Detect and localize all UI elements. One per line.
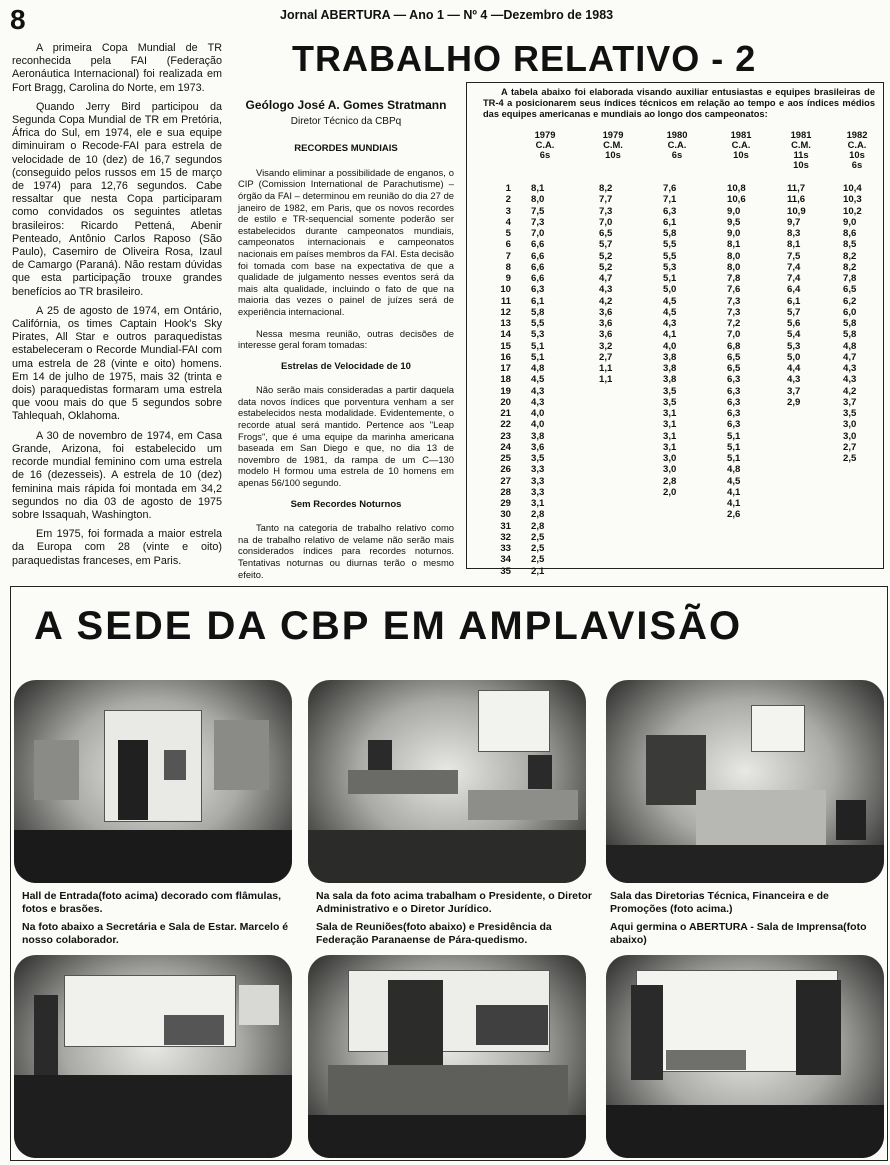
table-header-year: 1980 xyxy=(666,129,688,140)
table-cell: 3,0 xyxy=(663,453,677,464)
paragraph: Nessa mesma reunião, outras decisões de interesse geral foram tomadas: xyxy=(238,327,454,351)
table-cell: 4,3 xyxy=(787,374,801,386)
table-header-type: C.A. xyxy=(667,139,687,150)
table-cell: 4,0 xyxy=(663,340,677,352)
table-row-number: 25 xyxy=(500,453,511,464)
table-row-number: 2 xyxy=(505,194,511,206)
table-cell: 9,0 xyxy=(727,228,741,239)
table-cell: 6,5 xyxy=(727,351,741,363)
middle-column xyxy=(238,100,454,590)
table-cell: 5,5 xyxy=(531,318,545,329)
table-cell: 6,3 xyxy=(727,396,741,408)
table-cell: 5,8 xyxy=(663,228,677,239)
table-cell: 4,8 xyxy=(727,464,741,476)
paragraph: Visando eliminar a possibilidade de enganos, o CIP (Comission International de Parachutisme) – órgão da FAI – determinou em reunião do dia 27 de janeiro de 1982, em Paris, que os novos recordes de estilo e TR-sequencial somente poderão ser estabelecidos durante campeonatos mundiais, campeonatos internacionais e campeonatos nacionais em países membros da FAI. Esta decisão foi tomada com base na expectativa de que a qualidade de julgamento nesses eventos será da mais alta qualidade, incluindo o fato de que na maioria das vezes o painel de juízes será de experiência internacional. xyxy=(238,166,454,317)
table-cell: 4,3 xyxy=(843,374,857,386)
table-cell: 6,6 xyxy=(531,239,545,251)
table-header-time: 10s xyxy=(605,149,621,160)
results-table xyxy=(466,82,884,577)
paragraph: Em 1975, foi formada a maior estrela da Europa com 28 (vinte e oito) paraquedistas franceses, em Paris. xyxy=(12,528,222,567)
table-cell: 8,2 xyxy=(599,183,613,194)
table-header-type: C.M. xyxy=(603,139,623,150)
table-cell: 6,1 xyxy=(531,295,545,307)
table-cell: 5,0 xyxy=(787,351,801,363)
table-cell: 2,7 xyxy=(843,441,857,453)
caption: Hall de Entrada(foto acima) decorado com flâmulas, fotos e brasões. xyxy=(22,890,282,915)
table-cell: 4,8 xyxy=(531,363,545,374)
table-cell: 2,8 xyxy=(531,520,545,532)
table-cell: 2,5 xyxy=(531,543,545,554)
left-column xyxy=(12,42,222,574)
table-cell: 7,8 xyxy=(727,273,741,284)
table-header-type: C.M. xyxy=(791,139,811,150)
table-header-time2: 10s xyxy=(793,159,809,170)
table-cell: 3,3 xyxy=(531,464,545,476)
caption-column-3 xyxy=(610,890,884,952)
table-cell: 4,8 xyxy=(843,340,857,352)
table-cell: 8,6 xyxy=(843,228,857,239)
table-cell: 4,0 xyxy=(531,408,545,419)
table-row-number: 10 xyxy=(500,284,511,296)
table-cell: 6,1 xyxy=(663,216,677,228)
table-cell: 5,5 xyxy=(663,250,677,262)
table-row-number: 7 xyxy=(505,250,511,262)
table-cell: 5,5 xyxy=(663,239,677,251)
table-row-number: 28 xyxy=(500,486,511,498)
table-cell: 2,0 xyxy=(663,486,677,498)
table-cell: 8,1 xyxy=(531,183,545,194)
table-cell: 3,5 xyxy=(531,453,545,464)
article-headline: TRABALHO RELATIVO - 2 xyxy=(292,38,757,79)
press-room-photo xyxy=(606,955,884,1158)
table-row-number: 26 xyxy=(500,464,511,476)
table-cell: 7,4 xyxy=(787,261,801,273)
table-cell: 10,9 xyxy=(787,205,806,217)
caption: Na foto abaixo a Secretária e Sala de Estar. Marcelo é nosso colaborador. xyxy=(22,921,289,946)
table-cell: 8,5 xyxy=(843,239,857,251)
table-cell: 4,7 xyxy=(843,351,857,363)
table-cell: 7,0 xyxy=(727,329,741,341)
author-role: Diretor Técnico da CBPq xyxy=(290,115,402,127)
table-cell: 3,8 xyxy=(663,351,677,363)
table-cell: 9,0 xyxy=(727,205,741,217)
table-cell: 6,2 xyxy=(843,295,857,307)
directors-office-photo xyxy=(606,680,884,883)
caption-column-1 xyxy=(22,890,292,952)
table-cell: 4,2 xyxy=(599,295,613,307)
table-cell: 3,3 xyxy=(531,486,545,498)
table-cell: 5,1 xyxy=(727,441,741,453)
table-cell: 10,4 xyxy=(843,183,862,194)
table-row-number: 1 xyxy=(505,183,511,194)
table-cell: 2,8 xyxy=(531,509,545,521)
table-header-type: C.A. xyxy=(535,139,555,150)
table-cell: 4,5 xyxy=(663,295,677,307)
table-cell: 5,2 xyxy=(599,261,613,273)
table-cell: 6,5 xyxy=(727,363,741,374)
table-cell: 5,8 xyxy=(843,318,857,329)
table-row-number: 18 xyxy=(500,374,511,386)
table-cell: 5,3 xyxy=(663,261,677,273)
table-cell: 7,6 xyxy=(663,183,677,194)
paragraph: Tanto na categoria de trabalho relativo como na de trabalho relativo de velame não serão mais considerados índices para recordes noturnos. Tentativas noturnas ou diurnas terão o mesmo efeito. xyxy=(238,522,454,580)
table-cell: 8,1 xyxy=(727,239,741,251)
masthead: Jornal ABERTURA — Ano 1 — Nº 4 —Dezembro de 1983 xyxy=(280,8,614,22)
table-cell: 6,1 xyxy=(787,295,801,307)
table-cell: 4,1 xyxy=(727,498,741,509)
secretary-room-photo xyxy=(14,955,292,1158)
table-cell: 4,3 xyxy=(663,318,677,329)
table-cell: 1,1 xyxy=(599,374,613,386)
paragraph: Não serão mais consideradas a partir daquela data novos índices que porventura venham a ser estabelecidos nesta modalidade. Evidentemente, o recorde atual será mantido. Pertence aos "Leap Frogs", que é uma equipe da marinha americana baseada em San Diego e que, no dia 13 de novembro de 1981, da rampa de um C—130 modelo H formou uma estrela de 10 homens em apenas 56/100 segundo. xyxy=(238,384,454,489)
table-cell: 7,8 xyxy=(843,273,857,284)
table-cell: 7,7 xyxy=(599,194,613,206)
table-cell: 4,7 xyxy=(599,273,613,284)
table-row-number: 35 xyxy=(500,565,511,577)
caption-column-2 xyxy=(316,890,592,952)
table-cell: 6,3 xyxy=(531,284,545,296)
table-header-type: C.A. xyxy=(731,139,751,150)
table-row-number: 11 xyxy=(500,295,511,307)
table-cell: 3,6 xyxy=(599,306,613,318)
table-header-time: 6s xyxy=(539,149,551,160)
table-cell: 7,0 xyxy=(531,228,545,239)
feature-headline: A SEDE DA CBP EM AMPLAVISÃO xyxy=(34,604,743,648)
table-cell: 2,7 xyxy=(599,351,613,363)
page-number: 8 xyxy=(10,4,26,35)
table-row-number: 23 xyxy=(500,430,511,442)
table-cell: 9,5 xyxy=(727,216,741,228)
table-cell: 5,1 xyxy=(727,430,741,442)
table-row-number: 20 xyxy=(500,396,511,408)
table-cell: 6,0 xyxy=(843,306,857,318)
table-cell: 3,2 xyxy=(599,340,613,352)
table-cell: 8,2 xyxy=(843,261,857,273)
table-row-number: 8 xyxy=(505,261,511,273)
table-cell: 6,6 xyxy=(531,250,545,262)
table-cell: 3,8 xyxy=(531,430,545,442)
table-header-type: C.A. xyxy=(847,139,867,150)
table-cell: 1,1 xyxy=(599,363,613,374)
table-header-year: 1982 xyxy=(846,129,868,140)
table-header-time: 6s xyxy=(671,149,683,160)
table-cell: 9,0 xyxy=(843,216,857,228)
table-cell: 6,6 xyxy=(531,261,545,273)
table-row-number: 17 xyxy=(500,363,511,374)
meeting-room-photo xyxy=(308,955,586,1158)
table-cell: 3,5 xyxy=(663,396,677,408)
table-cell: 3,0 xyxy=(663,464,677,476)
table-cell: 7,3 xyxy=(531,216,545,228)
section-title: Sem Recordes Noturnos xyxy=(290,498,402,510)
table-row-number: 16 xyxy=(500,351,511,363)
table-cell: 10,8 xyxy=(727,183,746,194)
table-cell: 5,0 xyxy=(663,284,677,296)
table-cell: 6,3 xyxy=(727,385,741,397)
table-row-number: 30 xyxy=(500,509,511,521)
table-cell: 4,4 xyxy=(787,363,801,374)
section-title: RECORDES MUNDIAIS xyxy=(294,143,398,155)
paragraph: Quando Jerry Bird participou da Segunda Copa Mundial de TR em Pretória, África do Sul, em 1974, ele e sua equipe diminuiram o Recode-FAI para estrela de velocidade de 10 (dez) de 16,7 segundos (conseguido pelos russos em 15 de março de 1974) para 12,76 segundos. Cabe ressaltar que nesta Copa participaram como convidados os seguintes atletas brasileiros: Ricardo Pettená, Abenir Penteado, Antônio Carlos Raposo (São Paulo), Casemiro de Oliveira Rosa, Izaul de Camargo (Paraná). Não restam dúvidas que esta participação trouxe grandes benefícios ao TR brasileiro. xyxy=(12,100,222,298)
table-cell: 2,5 xyxy=(843,453,857,464)
table-cell: 6,8 xyxy=(727,340,741,352)
table-header-year: 1981 xyxy=(790,129,812,140)
table-row-number: 5 xyxy=(505,228,511,239)
table-cell: 3,7 xyxy=(787,385,801,397)
table-row-number: 19 xyxy=(500,385,511,397)
table-header-time: 10s xyxy=(849,149,865,160)
table-header-time: 10s xyxy=(733,149,749,160)
table-cell: 6,5 xyxy=(599,228,613,239)
table-cell: 7,2 xyxy=(727,318,741,329)
table-cell: 2,1 xyxy=(531,565,545,577)
table-row-number: 4 xyxy=(505,216,511,228)
table-cell: 8,2 xyxy=(843,250,857,262)
table-cell: 5,2 xyxy=(599,250,613,262)
table-header-time: 11s xyxy=(793,149,809,160)
table-cell: 7,0 xyxy=(599,216,613,228)
table-cell: 5,1 xyxy=(531,340,545,352)
table-cell: 5,8 xyxy=(843,329,857,341)
hall-photo xyxy=(14,680,292,883)
table-cell: 4,1 xyxy=(727,486,741,498)
paragraph: A primeira Copa Mundial de TR reconhecida pela FAI (Federação Aeronáutica Internacional) foi realizada em Fort Bragg, Carolina do Norte, em 1973. xyxy=(12,42,222,94)
table-cell: 10,3 xyxy=(843,194,862,206)
table-cell: 5,7 xyxy=(787,306,801,318)
table-cell: 4,1 xyxy=(663,329,677,341)
table-cell: 11,7 xyxy=(787,183,806,194)
table-header-time2: 6s xyxy=(851,159,863,170)
table-row-number: 9 xyxy=(505,273,511,284)
table-cell: 4,5 xyxy=(727,475,741,487)
table-cell: 5,1 xyxy=(727,453,741,464)
table-cell: 6,3 xyxy=(727,374,741,386)
table-cell: 2,5 xyxy=(531,531,545,543)
table-cell: 3,0 xyxy=(843,419,857,431)
caption: Sala das Diretorias Técnica, Financeira e de Promoções (foto acima.) xyxy=(610,890,829,915)
table-row-number: 27 xyxy=(500,475,511,487)
table-row-number: 13 xyxy=(500,318,511,329)
table-cell: 3,3 xyxy=(531,475,545,487)
table-row-number: 32 xyxy=(500,531,511,543)
table-cell: 2,8 xyxy=(663,475,677,487)
table-cell: 6,3 xyxy=(727,408,741,419)
paragraph: A 30 de novembro de 1974, em Casa Grande, Arizona, foi estabelecido um recorde mundial feminino com uma estrela de 16 (dezesseis). A estrela de 10 (dez) feminina mais rápida foi montada em 34,2 segundos no dia 03 de agosto de 1975 sobre Issaquah, Washington. xyxy=(12,429,222,521)
caption: Sala de Reuniões(foto abaixo) e Presidência da Federação Paranaense de Pára-quedismo. xyxy=(316,921,552,946)
table-row-number: 33 xyxy=(500,543,511,554)
table-cell: 8,0 xyxy=(727,250,741,262)
table-cell: 3,1 xyxy=(663,408,677,419)
table-cell: 5,3 xyxy=(787,340,801,352)
table-row-number: 31 xyxy=(500,520,511,532)
table-cell: 5,4 xyxy=(787,329,801,341)
table-cell: 7,3 xyxy=(727,306,741,318)
table-cell: 6,5 xyxy=(843,284,857,296)
table-header-year: 1979 xyxy=(534,129,556,140)
presidency-office-photo xyxy=(308,680,586,883)
table-cell: 5,1 xyxy=(531,351,545,363)
table-row-number: 6 xyxy=(505,239,511,251)
table-row-number: 22 xyxy=(500,419,511,431)
table-cell: 3,6 xyxy=(531,441,545,453)
table-row-number: 3 xyxy=(505,205,511,217)
table-cell: 2,9 xyxy=(787,396,801,408)
table-cell: 3,1 xyxy=(663,441,677,453)
table-cell: 4,3 xyxy=(531,396,545,408)
table-cell: 7,3 xyxy=(727,295,741,307)
table-cell: 10,6 xyxy=(727,194,746,206)
table-cell: 3,1 xyxy=(663,430,677,442)
table-cell: 3,1 xyxy=(663,419,677,431)
table-cell: 3,7 xyxy=(843,396,857,408)
table-cell: 7,5 xyxy=(787,250,801,262)
table-cell: 6,4 xyxy=(787,284,801,296)
table-cell: 4,3 xyxy=(599,284,613,296)
table-cell: 4,0 xyxy=(531,419,545,431)
table-cell: 9,7 xyxy=(787,216,801,228)
table-intro: A tabela abaixo foi elaborada visando auxiliar entusiastas e equipes brasileiras de TR-4 a posicionarem seus índices técnicos em relação ao tempo e aos índices médios das equipes americanas e mundiais ao longo dos campeonatos: xyxy=(483,87,875,120)
table-cell: 3,8 xyxy=(663,374,677,386)
table-row-number: 24 xyxy=(500,441,511,453)
author-name: Geólogo José A. Gomes Stratmann xyxy=(245,98,447,112)
table-cell: 4,3 xyxy=(531,385,545,397)
table-row-number: 21 xyxy=(500,408,511,419)
table-row-number: 12 xyxy=(500,306,511,318)
caption: Na sala da foto acima trabalham o Presidente, o Diretor Administrativo e o Diretor Jurídico. xyxy=(316,890,592,915)
table-cell: 11,6 xyxy=(787,194,806,206)
table-cell: 10,2 xyxy=(843,205,862,217)
table-cell: 5,8 xyxy=(531,306,545,318)
table-cell: 4,3 xyxy=(843,363,857,374)
table-cell: 8,1 xyxy=(787,239,801,251)
table-cell: 3,6 xyxy=(599,329,613,341)
table-cell: 4,5 xyxy=(531,374,545,386)
table-cell: 8,0 xyxy=(727,261,741,273)
table-row-number: 29 xyxy=(500,498,511,509)
table-cell: 5,7 xyxy=(599,239,613,251)
table-cell: 6,3 xyxy=(727,419,741,431)
table-cell: 6,3 xyxy=(663,205,677,217)
section-title: Estrelas de Velocidade de 10 xyxy=(281,360,411,372)
table-cell: 2,6 xyxy=(727,509,741,521)
table-header-year: 1979 xyxy=(602,129,624,140)
table-cell: 3,1 xyxy=(531,498,545,509)
table-cell: 7,3 xyxy=(599,205,613,217)
table-cell: 7,5 xyxy=(531,205,545,217)
table-cell: 8,0 xyxy=(531,194,545,206)
table-cell: 4,5 xyxy=(663,306,677,318)
caption: Aqui germina o ABERTURA - Sala de Imprensa(foto abaixo) xyxy=(610,921,867,946)
table-cell: 5,3 xyxy=(531,329,545,341)
table-header-year: 1981 xyxy=(730,129,752,140)
table-cell: 2,5 xyxy=(531,554,545,566)
table-cell: 3,0 xyxy=(843,430,857,442)
table-cell: 5,6 xyxy=(787,318,801,329)
table-cell: 7,1 xyxy=(663,194,677,206)
table-cell: 3,5 xyxy=(843,408,857,419)
paragraph: A 25 de agosto de 1974, em Ontário, Califórnia, os times Captain Hook's Sky Pirates, All Star e outros paraquedistas estabeleceram o Recorde Mundial-FAI com uma estrela de 28 (vinte e oito) homens. Em 14 de julho de 1975, mais 32 (trinta e dois) paraquedistas formaram uma estrela que voou mais do que 5 segundos sobre Tahlequah, Oklahoma. xyxy=(12,304,222,423)
table-cell: 8,3 xyxy=(787,228,801,239)
table-cell: 3,6 xyxy=(599,318,613,329)
table-cell: 7,6 xyxy=(727,284,741,296)
table-cell: 6,6 xyxy=(531,273,545,284)
table-cell: 7,4 xyxy=(787,273,801,284)
table-cell: 3,5 xyxy=(663,385,677,397)
table-row-number: 15 xyxy=(500,340,511,352)
table-row-number: 34 xyxy=(500,554,511,566)
table-cell: 4,2 xyxy=(843,385,857,397)
table-row-number: 14 xyxy=(500,329,511,341)
table-cell: 3,8 xyxy=(663,363,677,374)
table-cell: 5,1 xyxy=(663,273,677,284)
